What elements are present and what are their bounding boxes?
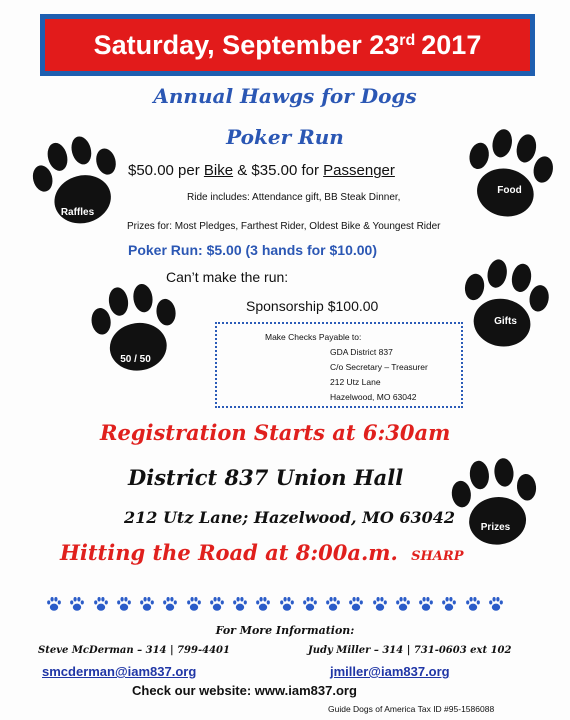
- checks-box: [215, 322, 463, 408]
- date-banner: [40, 14, 535, 76]
- paw-raffles: [30, 125, 125, 235]
- sharp-label: SHARP: [411, 549, 464, 564]
- road-time-text: Hitting the Road at 8:00a.m.: [60, 540, 398, 565]
- paw-label-food: Food: [497, 185, 522, 196]
- event-title: Annual Hawgs for Dogs: [153, 84, 417, 108]
- small-paw-icon: [208, 596, 226, 612]
- paw-label-gifts: Gifts: [494, 316, 517, 327]
- paw-divider-row: [45, 596, 505, 612]
- paw-food: [462, 118, 557, 228]
- sponsorship: Sponsorship $100.00: [246, 298, 379, 314]
- small-paw-icon: [464, 596, 482, 612]
- checks-line-2: C/o Secretary – Treasurer: [330, 362, 428, 372]
- small-paw-icon: [45, 596, 63, 612]
- small-paw-icon: [347, 596, 365, 612]
- price-bike-prefix: $50.00 per: [128, 162, 204, 179]
- small-paw-icon: [92, 596, 110, 612]
- date-year: 2017: [421, 29, 482, 60]
- ride-includes: Ride includes: Attendance gift, BB Steak Dinner,: [187, 192, 401, 203]
- small-paw-icon: [487, 596, 505, 612]
- small-paw-icon: [324, 596, 342, 612]
- prizes-for: Prizes for: Most Pledges, Farthest Rider, Oldest Bike & Youngest Rider: [127, 221, 441, 232]
- tax-id: Guide Dogs of America Tax ID #95-1586088: [328, 704, 495, 714]
- event-subtitle: Poker Run: [226, 125, 344, 149]
- registration-time: Registration Starts at 6:30am: [100, 420, 451, 445]
- small-paw-icon: [115, 596, 133, 612]
- checks-line-3: 212 Utz Lane: [330, 377, 381, 387]
- date-main: Saturday, September 23: [93, 29, 400, 60]
- small-paw-icon: [394, 596, 412, 612]
- poker-run-price: Poker Run: $5.00 (3 hands for $10.00): [128, 242, 377, 258]
- small-paw-icon: [68, 596, 86, 612]
- date-suffix: rd: [399, 32, 416, 49]
- cant-make-run: Can’t make the run:: [166, 269, 289, 285]
- small-paw-icon: [231, 596, 249, 612]
- venue-name: District 837 Union Hall: [128, 465, 404, 490]
- small-paw-icon: [440, 596, 458, 612]
- small-paw-icon: [278, 596, 296, 612]
- road-time: [60, 540, 463, 565]
- checks-heading: Make Checks Payable to:: [265, 332, 362, 342]
- price-line: [128, 162, 395, 179]
- paw-print-icon: [458, 248, 553, 358]
- paw-label-raffles: Raffles: [60, 207, 95, 218]
- contact-steve: Steve McDerman – 314 | 799-4401: [38, 645, 230, 656]
- small-paw-icon: [161, 596, 179, 612]
- small-paw-icon: [254, 596, 272, 612]
- website-line: Check our website: www.iam837.org: [132, 683, 357, 698]
- small-paw-icon: [185, 596, 203, 612]
- paw-print-icon: [462, 118, 557, 228]
- date-banner-text: [45, 19, 530, 71]
- judy-email-link[interactable]: jmiller@iam837.org: [330, 664, 450, 679]
- price-bike-word: Bike: [203, 162, 234, 179]
- small-paw-icon: [138, 596, 156, 612]
- contact-judy: Judy Miller – 314 | 731-0603 ext 102: [308, 645, 512, 656]
- paw-5050: [88, 272, 183, 382]
- small-paw-icon: [417, 596, 435, 612]
- paw-gifts: [458, 248, 553, 358]
- small-paw-icon: [301, 596, 319, 612]
- steve-email-link[interactable]: smcderman@iam837.org: [42, 664, 197, 679]
- small-paw-icon: [371, 596, 389, 612]
- price-mid: & $35.00 for: [233, 162, 324, 179]
- paw-print-icon: [88, 272, 183, 382]
- price-passenger-word: Passenger: [323, 162, 395, 179]
- venue-address: 212 Utz Lane; Hazelwood, MO 63042: [124, 508, 456, 527]
- paw-print-icon: [30, 125, 125, 235]
- checks-line-4: Hazelwood, MO 63042: [330, 392, 417, 402]
- checks-line-1: GDA District 837: [330, 347, 393, 357]
- paw-label-5050: 50 / 50: [120, 354, 151, 365]
- more-info-heading: For More Information:: [215, 624, 355, 637]
- paw-label-prizes: Prizes: [480, 522, 511, 533]
